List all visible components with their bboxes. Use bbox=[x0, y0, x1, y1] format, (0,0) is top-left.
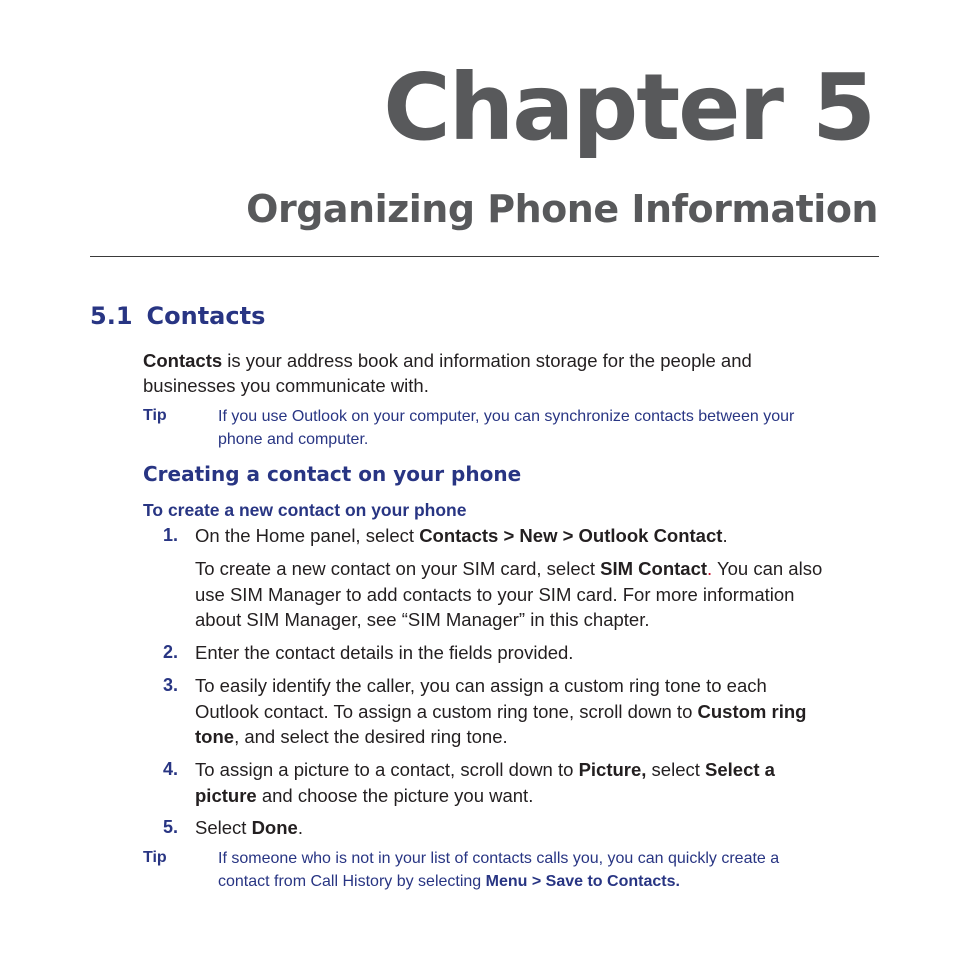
step-text-part: Outlook contact. To assign a custom ring tone, scroll down to bbox=[195, 700, 698, 722]
section-heading bbox=[90, 302, 265, 330]
step-text-part: use SIM Manager to add contacts to your SIM card. For more information bbox=[195, 583, 795, 605]
step-text-part: On the Home panel, select bbox=[195, 525, 420, 546]
chapter-number: Chapter 5 bbox=[383, 54, 874, 161]
tip-command: Menu > Save to Contacts. bbox=[485, 872, 680, 890]
step-command: Select a bbox=[705, 759, 775, 780]
step-command: Contacts > New > Outlook Contact bbox=[419, 525, 723, 546]
step-number: 3. bbox=[163, 675, 179, 695]
step-command: SIM Contact bbox=[600, 558, 708, 579]
intro-text-line1: is your address book and information storage for the people and bbox=[222, 350, 752, 371]
tip-text-line2: contact from Call History by selecting bbox=[218, 872, 486, 890]
step-number: 5. bbox=[163, 817, 179, 837]
step-text-part: and choose the picture you want. bbox=[256, 784, 534, 806]
step-text-part: . bbox=[722, 525, 728, 546]
step-command: picture bbox=[195, 784, 257, 806]
step-text-part: You can also bbox=[712, 558, 823, 579]
tip-label: Tip bbox=[143, 407, 167, 424]
step-text-part: . bbox=[297, 817, 303, 838]
tip-text bbox=[218, 848, 863, 893]
step-command: Custom ring bbox=[697, 700, 807, 722]
chapter-title: Organizing Phone Information bbox=[246, 187, 878, 231]
tip-text bbox=[218, 406, 863, 451]
step-number: 2. bbox=[163, 642, 179, 662]
tip-text-line1: If someone who is not in your list of contacts calls you, you can quickly create a bbox=[218, 850, 780, 867]
step-text bbox=[195, 673, 863, 750]
section-title: Contacts bbox=[146, 302, 266, 330]
step-command: Picture, bbox=[578, 759, 647, 780]
step-text bbox=[195, 757, 863, 808]
step-command: Done bbox=[251, 817, 298, 838]
step-text: Enter the contact details in the fields provided. bbox=[195, 642, 574, 663]
step-text-part: about SIM Manager, see “SIM Manager” in this chapter. bbox=[195, 609, 650, 630]
step-text bbox=[195, 815, 863, 841]
chapter-divider bbox=[90, 256, 879, 257]
subsection-heading: Creating a contact on your phone bbox=[143, 462, 522, 486]
section-number: 5.1 bbox=[90, 302, 133, 330]
step-text-part: . bbox=[707, 558, 713, 579]
step-text bbox=[195, 523, 863, 549]
step-text-part: , and select the desired ring tone. bbox=[234, 726, 508, 747]
step-number: 4. bbox=[163, 759, 179, 779]
intro-paragraph bbox=[143, 348, 863, 398]
intro-text-line2: businesses you communicate with. bbox=[143, 375, 429, 396]
step-number: 1. bbox=[163, 525, 179, 545]
step-text-part: To easily identify the caller, you can assign a custom ring tone to each bbox=[195, 675, 767, 696]
tip-label: Tip bbox=[143, 849, 167, 866]
procedure-heading: To create a new contact on your phone bbox=[143, 500, 467, 520]
step-text-part: select bbox=[646, 759, 706, 780]
step-text-part: Select bbox=[195, 817, 252, 838]
step-note bbox=[195, 556, 863, 633]
intro-term: Contacts bbox=[143, 350, 223, 371]
tip-text-line1: If you use Outlook on your computer, you can synchronize contacts between your bbox=[218, 408, 795, 425]
step-text-part: To assign a picture to a contact, scroll down to bbox=[195, 759, 579, 780]
step-text-part: To create a new contact on your SIM card, select bbox=[195, 558, 601, 579]
step-command: tone bbox=[195, 726, 235, 747]
tip-text-line2: phone and computer. bbox=[218, 430, 369, 448]
